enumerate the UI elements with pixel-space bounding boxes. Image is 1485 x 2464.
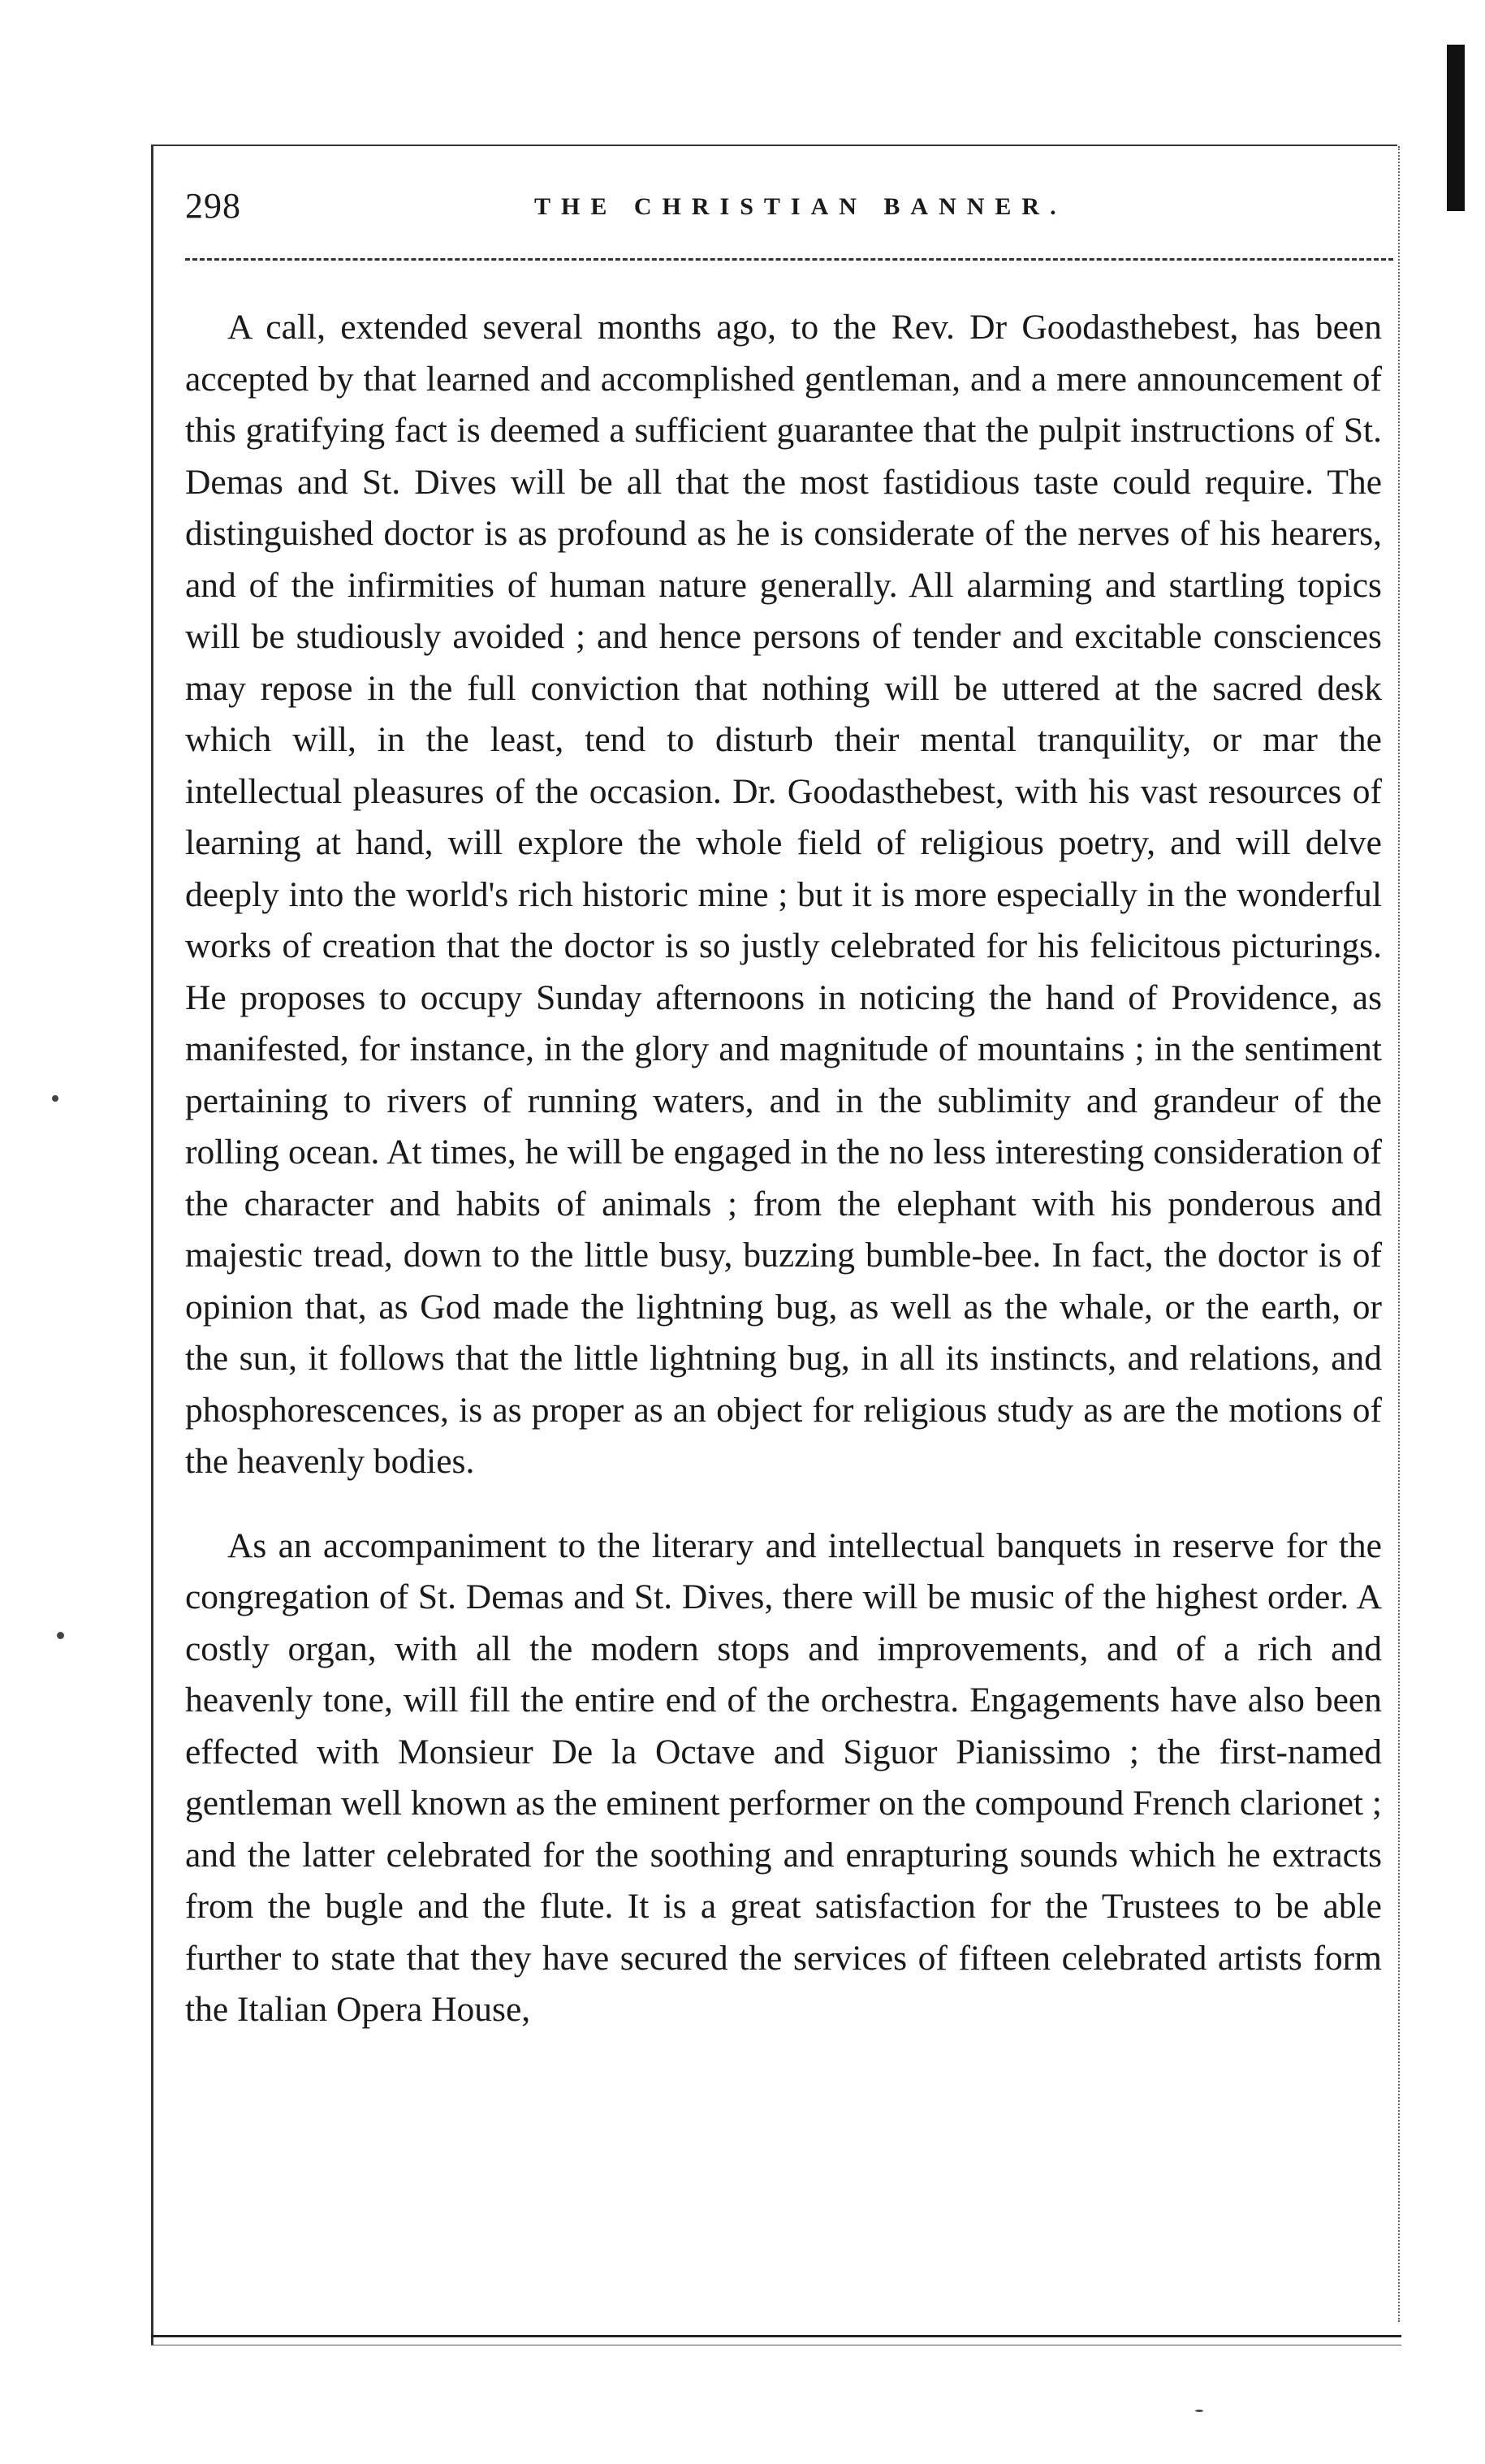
- page-frame-left: [151, 145, 153, 2345]
- ink-speck: [1195, 2410, 1203, 2412]
- paragraph-call: A call, extended several months ago, to the Rev. Dr Goodasthebest, has been accepted by that learned and accomplished gentleman, and a mere announcement of this gratifying fact is deemed a sufficient guarantee that the pulpit instructions of St. Demas and St. Dives will be all that the most fastidious taste could require. The distinguished doctor is as profound as he is considerate of the nerves of his hearers, and of the infirmities of human nature generally. All alarming and startling topics will be studiously avoided ; and hence persons of tender and excitable consciences may repose in the full conviction that nothing will be uttered at the sacred desk which will, in the least, tend to disturb their mental tranquility, or mar the intellectual pleasures of the occasion. Dr. Goodasthebest, with his vast resources of learning at hand, will explore the whole field of religious poetry, and will delve deeply into the world's rich historic mine ; but it is more especially in the wonderful works of creation that the doctor is so justly celebrated for his felicitous picturings. He proposes to occupy Sunday afternoons in noticing the hand of Providence, as manifested, for instance, in the glory and magnitude of mountains ; in the sentiment pertaining to rivers of running waters, and in the sublimity and grandeur of the rolling ocean. At times, he will be engaged in the no less interesting consideration of the character and habits of animals ; from the elephant with his ponderous and majestic tread, down to the little busy, buzzing bumble-bee. In fact, the doctor is of opinion that, as God made the lightning bug, as well as the whale, or the earth, or the sun, it follows that the little lightning bug, in all its instincts, and relations, and phosphorescences, is as proper as an object for religious study as are the motions of the heavenly bodies.: [185, 308, 1382, 1481]
- ink-speck: [57, 1632, 64, 1639]
- article-body: [185, 302, 1382, 2036]
- page-number: 298: [185, 186, 241, 226]
- page-frame-top: [151, 145, 1397, 146]
- scan-edge-bar: [1447, 45, 1465, 211]
- ink-speck: [52, 1095, 58, 1102]
- paragraph-music: As an accompaniment to the literary and intellectual banquets in reserve for the congregation of St. Demas and St. Dives, there will be music of the highest order. A costly organ, with all the modern stops and improvements, and of a rich and heavenly tone, will fill the entire end of the orchestra. Engagements have also been effected with Monsieur De la Octave and Siguor Pianissimo ; the first-named gentleman well known as the eminent performer on the compound French clarionet ; and the latter celebrated for the soothing and enrapturing sounds which he extracts from the bugle and the flute. It is a great satisfaction for the Trustees to be able further to state that they have secured the services of fifteen celebrated artists form the Italian Opera House,: [185, 1525, 1382, 2029]
- running-head: THE CHRISTIAN BANNER.: [534, 193, 1067, 220]
- header-rule: [185, 258, 1393, 261]
- footer-rule: [151, 2335, 1401, 2337]
- page-frame-right: [1398, 146, 1400, 2322]
- page-header: [185, 185, 1393, 234]
